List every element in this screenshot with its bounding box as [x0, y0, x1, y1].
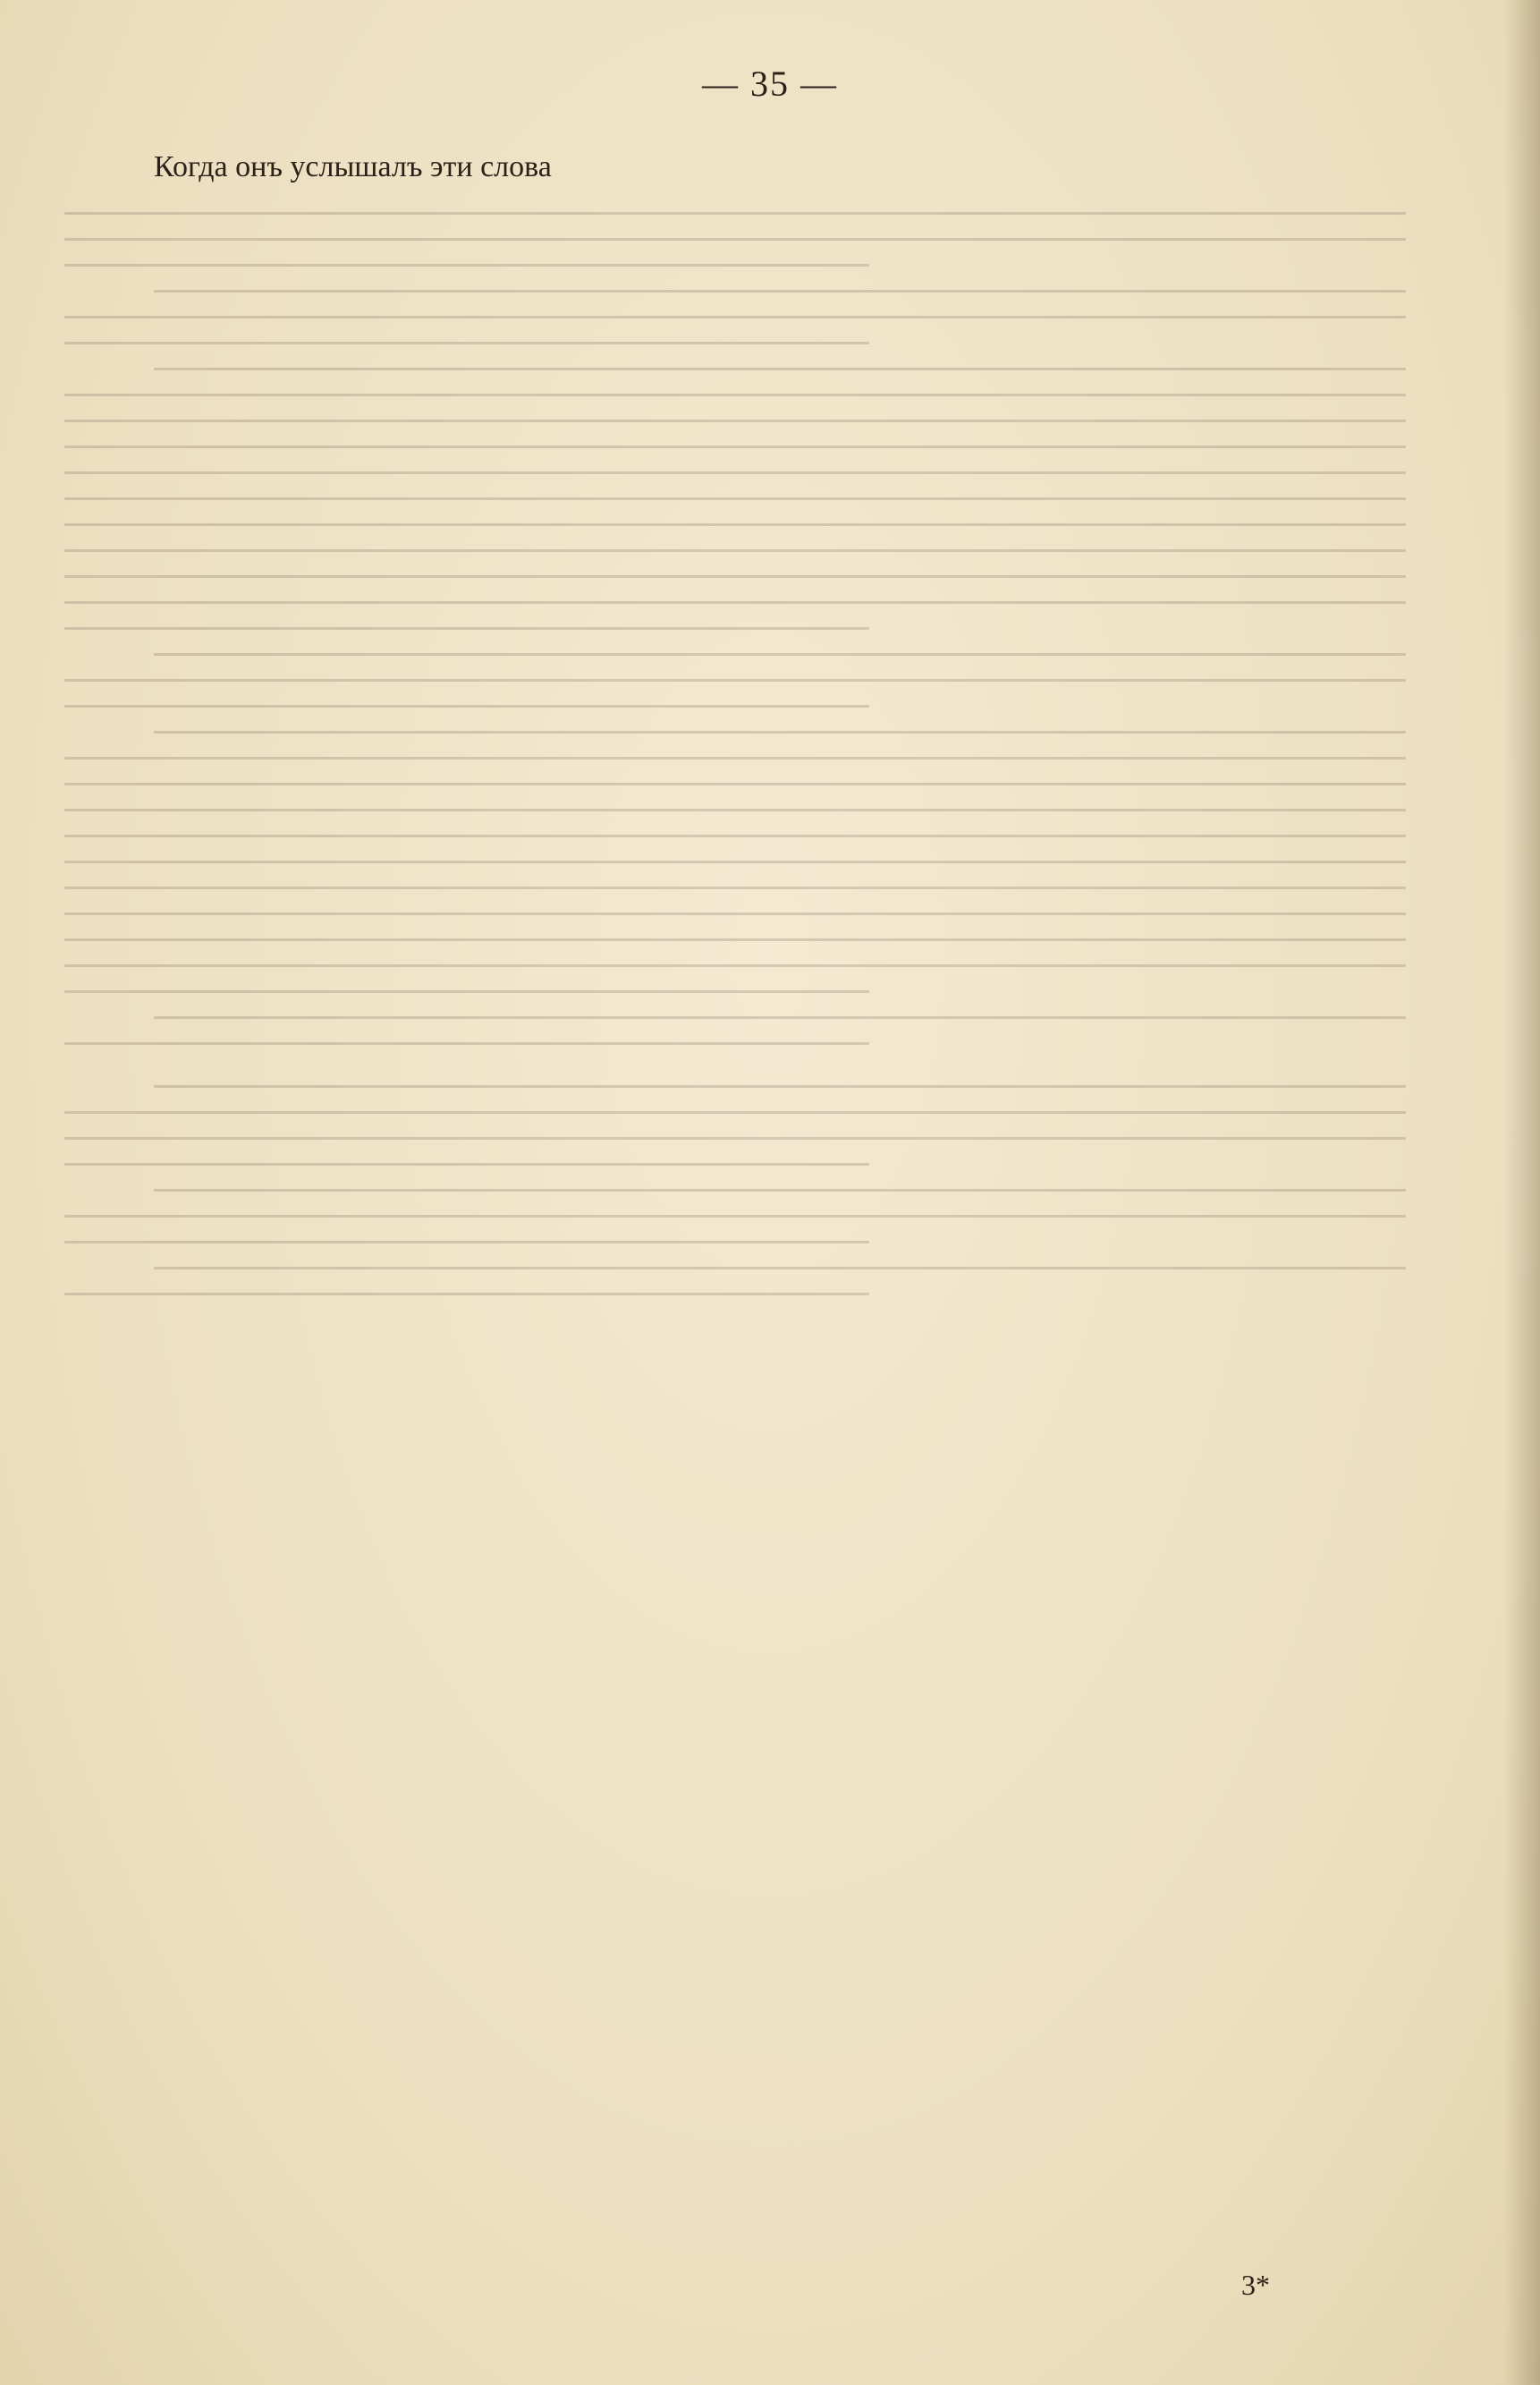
text-line-placeholder	[64, 1163, 869, 1166]
paragraph	[64, 1189, 1406, 1243]
text-line-placeholder	[64, 446, 1406, 448]
text-line-placeholder	[64, 238, 1406, 241]
paragraph-line-placeholders	[64, 290, 1406, 344]
text-line-placeholder	[64, 1293, 869, 1295]
paragraph	[64, 731, 1406, 993]
paragraph	[64, 1267, 1406, 1314]
paragraph	[64, 653, 1406, 708]
text-line-placeholder	[154, 1189, 1406, 1192]
paragraph	[64, 290, 1406, 344]
text-line-placeholder	[64, 964, 1406, 967]
paragraph-line-placeholders	[64, 1016, 1406, 1045]
text-line-placeholder	[154, 1267, 1406, 1269]
text-line-placeholder	[64, 990, 869, 993]
paragraph	[64, 1016, 1406, 1064]
text-line-placeholder	[64, 575, 1406, 578]
text-line-placeholder	[64, 394, 1406, 396]
text-line-placeholder	[64, 705, 869, 708]
text-line-placeholder	[154, 1085, 1406, 1088]
text-line-placeholder	[154, 1016, 1406, 1019]
text-line-placeholder	[64, 887, 1406, 889]
text-line-placeholder	[64, 1215, 1406, 1218]
paragraph-line-placeholders	[64, 368, 1406, 630]
text-line-placeholder	[154, 368, 1406, 370]
text-line-placeholder	[64, 497, 1406, 500]
text-line-placeholder	[64, 316, 1406, 318]
paragraph	[64, 143, 1406, 267]
signature-mark: 3*	[1241, 2269, 1270, 2301]
text-line-placeholder	[64, 1042, 869, 1045]
text-line-placeholder	[64, 1241, 869, 1243]
paragraph-text: Когда онъ услышалъ эти слова	[154, 150, 552, 183]
text-line-placeholder	[154, 290, 1406, 293]
text-line-placeholder	[64, 912, 1406, 915]
text-line-placeholder	[64, 212, 1406, 215]
body-text	[64, 143, 1406, 1314]
text-line-placeholder	[154, 653, 1406, 656]
paragraph-line-placeholders	[64, 731, 1406, 993]
text-line-placeholder	[64, 783, 1406, 785]
text-line-placeholder	[64, 342, 869, 344]
text-line-placeholder	[64, 757, 1406, 760]
paragraph	[64, 1085, 1406, 1166]
paragraph-line-placeholders	[64, 653, 1406, 708]
paragraph	[64, 368, 1406, 630]
text-line-placeholder	[64, 835, 1406, 837]
paragraph-line-placeholders	[64, 1189, 1406, 1243]
text-line-placeholder	[64, 601, 1406, 604]
text-line-placeholder	[64, 809, 1406, 811]
page-number: — 35 —	[702, 64, 838, 104]
text-line-placeholder	[64, 679, 1406, 682]
text-line-placeholder	[64, 523, 1406, 526]
text-line-placeholder	[154, 731, 1406, 734]
text-line-placeholder	[64, 938, 1406, 941]
paragraph-line-placeholders	[64, 1267, 1406, 1295]
page-edge-shadow	[1504, 0, 1540, 2385]
text-line-placeholder	[64, 861, 1406, 863]
text-line-placeholder	[64, 1137, 1406, 1140]
text-line-placeholder	[64, 264, 869, 267]
text-line-placeholder	[64, 627, 869, 630]
text-line-placeholder	[64, 549, 1406, 552]
text-line-placeholder	[64, 1111, 1406, 1114]
paragraph-line-placeholders	[64, 1085, 1406, 1166]
text-line-placeholder	[64, 471, 1406, 474]
text-line-placeholder	[64, 420, 1406, 422]
paragraph-line-placeholders	[64, 212, 1406, 267]
